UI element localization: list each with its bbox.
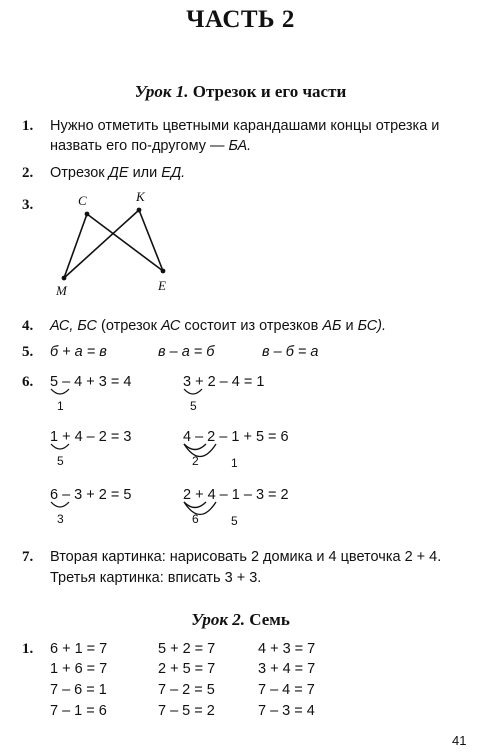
- item-5-number: 5.: [22, 344, 34, 360]
- item-6-number: 6.: [22, 374, 34, 390]
- brace-row3-b-2: [184, 502, 216, 515]
- item-6-row1-sub-a: 1: [57, 399, 64, 413]
- part-title: ЧАСТЬ 2: [186, 6, 295, 33]
- col3-row2: 3 + 4 = 7: [258, 661, 316, 677]
- item-7-number: 7.: [22, 549, 34, 565]
- col1-row4: 7 – 1 = 6: [50, 703, 107, 719]
- point-e: [161, 269, 166, 274]
- item-3-number: 3.: [22, 197, 34, 213]
- item-7-line-1: Вторая картинка: нарисовать 2 домика и 4 цветочка 2 + 4.: [50, 549, 442, 565]
- item-6-row3-sub-b-2: 5: [231, 514, 238, 528]
- item-6-row2-expr-b: 4 – 2 – 1 + 5 = 6: [183, 429, 289, 445]
- lesson-2-heading: [0, 610, 481, 630]
- item-2-text-b: или: [132, 165, 158, 181]
- item-6-row2-expr-a: 1 + 4 – 2 = 3: [50, 429, 132, 445]
- brace-row2-b-2: [184, 444, 216, 457]
- lesson-2-name: Семь: [249, 610, 290, 629]
- col2-row3: 7 – 2 = 5: [158, 682, 215, 698]
- item-6-row3-sub-a: 3: [57, 512, 64, 526]
- item-5-equation-3: в – б = а: [262, 344, 319, 360]
- lesson-1-name: Отрезок и его части: [192, 82, 347, 101]
- lesson-2-item-1-number: 1.: [22, 641, 34, 657]
- item-7-line-2: Третья картинка: вписать 3 + 3.: [50, 570, 262, 586]
- item-1-line-2-text: назвать его по-другому —: [50, 138, 225, 154]
- label-c: C: [78, 193, 87, 208]
- item-2-segment-1: ДЕ: [108, 165, 129, 181]
- lesson-1-prefix: Урок 1.: [134, 82, 189, 101]
- col2-row4: 7 – 5 = 2: [158, 703, 215, 719]
- col3-row3: 7 – 4 = 7: [258, 682, 315, 698]
- page-number: 41: [452, 733, 467, 748]
- item-4-text-b: (отрезок: [101, 318, 157, 334]
- item-2-segment-2: ЕД.: [161, 165, 186, 181]
- item-4-segment-ab: АБ: [322, 318, 342, 334]
- lesson-2-prefix: Урок 2.: [191, 610, 245, 629]
- item-6-row1-expr-a: 5 – 4 + 3 = 4: [50, 374, 132, 390]
- item-6-row3-expr-b: 2 + 4 – 1 – 3 = 2: [183, 487, 289, 503]
- point-c: [85, 212, 90, 217]
- item-2-text-a: Отрезок: [50, 165, 105, 181]
- col1-row3: 7 – 6 = 1: [50, 682, 107, 698]
- item-5-equation-2: в – а = б: [158, 344, 215, 360]
- item-4-text-d: состоит из отрезков: [184, 318, 319, 334]
- label-m: M: [56, 283, 67, 298]
- item-6-row2-sub-b-2: 1: [231, 456, 238, 470]
- item-4-text: [50, 318, 386, 334]
- item-4-text-f: и: [345, 318, 354, 334]
- item-6-row1-sub-b: 5: [190, 399, 197, 413]
- item-4-segment-bc: БС).: [357, 318, 387, 334]
- item-4-number: 4.: [22, 318, 34, 334]
- col3-row1: 4 + 3 = 7: [258, 641, 316, 657]
- item-1-number: 1.: [22, 118, 34, 134]
- col1-row2: 1 + 6 = 7: [50, 661, 108, 677]
- col2-row1: 5 + 2 = 7: [158, 641, 216, 657]
- item-6-row2-sub-a: 5: [57, 454, 64, 468]
- item-6-row1-expr-b: 3 + 2 – 4 = 1: [183, 374, 265, 390]
- item-4-segments: АС, БС: [50, 318, 97, 334]
- item-1-line-1: Нужно отметить цветными карандашами концы отрезка и: [50, 118, 440, 134]
- item-5-equation-1: б + а = в: [50, 344, 107, 360]
- item-6-row3-expr-a: 6 – 3 + 2 = 5: [50, 487, 132, 503]
- item-6-row2-sub-b-1: 2: [192, 454, 199, 468]
- item-6-row3-sub-b-1: 6: [192, 512, 199, 526]
- item-4-segment-ac: АС: [160, 318, 181, 334]
- point-m: [62, 276, 67, 281]
- item-2-number: 2.: [22, 165, 34, 181]
- point-k: [137, 208, 142, 213]
- col2-row2: 2 + 5 = 7: [158, 661, 216, 677]
- label-k: K: [136, 189, 145, 204]
- label-e: E: [158, 278, 166, 293]
- col1-row1: 6 + 1 = 7: [50, 641, 108, 657]
- item-1-answer: БА.: [228, 138, 252, 154]
- col3-row4: 7 – 3 = 4: [258, 703, 315, 719]
